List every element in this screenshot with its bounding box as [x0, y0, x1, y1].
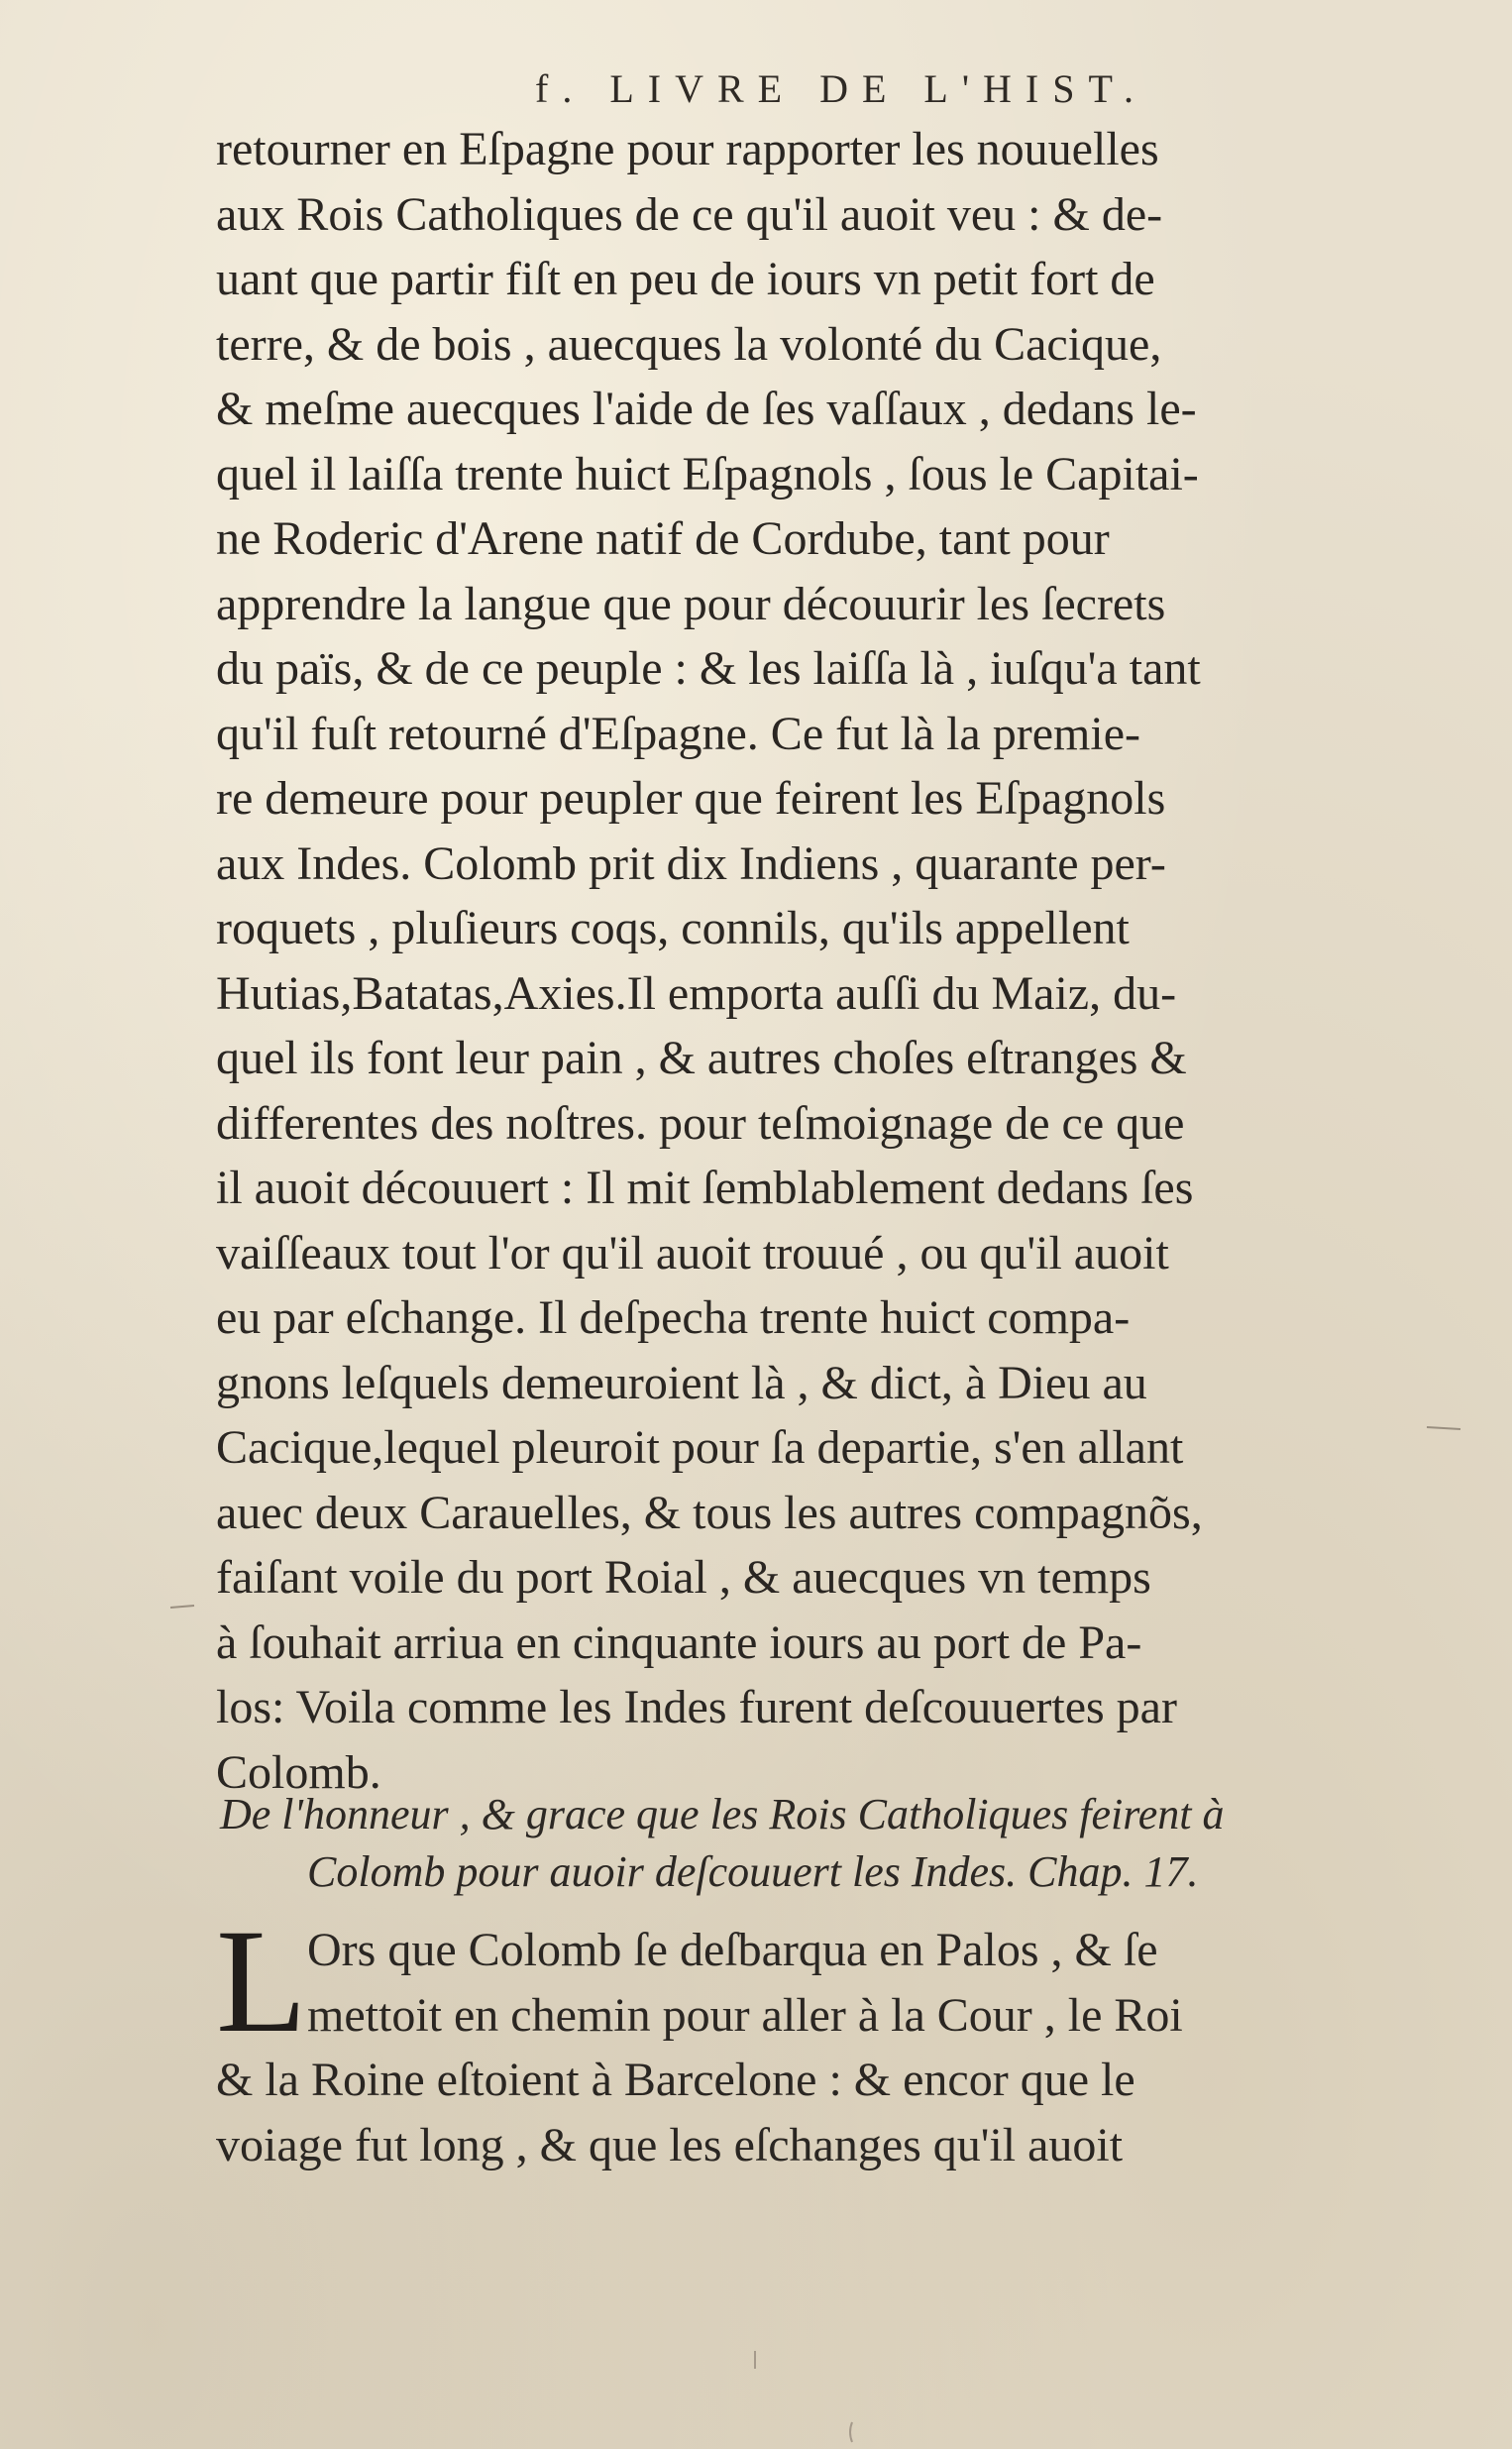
- text-line: quel il laiſſa trente huict Eſpagnols , ſous le Capitai-: [216, 447, 1199, 501]
- text-line: Hutias,Batatas,Axies.Il emporta auſſi du Maiz, du-: [216, 966, 1177, 1020]
- text-line: gnons leſquels demeuroient là , & dict, à Dieu au: [216, 1356, 1147, 1409]
- text-line: retourner en Eſpagne pour rapporter les nouuelles: [216, 123, 1159, 175]
- margin-stroke-icon: [168, 1598, 198, 1617]
- text-line: & la Roine eſtoient à Barcelone : & encor que le: [216, 2054, 1135, 2106]
- text-line: roquets , pluſieurs coqs, connils, qu'ils appellent: [216, 902, 1130, 954]
- margin-stroke-icon: [1425, 1417, 1464, 1437]
- body-text: [216, 117, 1445, 1805]
- running-head: f. LIVRE DE L'HIST.: [535, 66, 1147, 111]
- text-line: à ſouhait arriua en cinquante iours au port de Pa-: [216, 1615, 1142, 1669]
- text-line: apprendre la langue que pour découurir les ſecrets: [216, 577, 1166, 630]
- text-line: du païs, & de ce peuple : & les laiſſa là , iuſqu'a tant: [216, 642, 1201, 695]
- ink-mark-icon: [745, 2349, 765, 2379]
- text-line: ne Roderic d'Arene natif de Cordube, tant pour: [216, 512, 1110, 565]
- text-line: los: Voila comme les Indes furent deſcouuertes par: [216, 1681, 1177, 1733]
- ink-mark-icon: [842, 2418, 862, 2446]
- text-line: eu par eſchange. Il deſpecha trente huict compa-: [216, 1291, 1131, 1344]
- drop-cap: L: [216, 1899, 307, 2063]
- chapter-heading-line: De l'honneur , & grace que les Rois Catholiques feirent à: [220, 1790, 1225, 1838]
- text-line: aux Rois Catholiques de ce qu'il auoit veu : & de-: [216, 187, 1163, 241]
- text-line: differentes des noſtres. pour teſmoignage de ce que: [216, 1096, 1185, 1150]
- text-line: Colomb.: [216, 1745, 381, 1799]
- text-line: il auoit découuert : Il mit ſemblablement dedans ſes: [216, 1162, 1194, 1214]
- text-line: & meſme auecques l'aide de ſes vaſſaux , dedans le-: [216, 383, 1197, 435]
- text-line: aux Indes. Colomb prit dix Indiens , quarante per-: [216, 836, 1166, 890]
- text-line: auec deux Carauelles, & tous les autres compagnõs,: [216, 1486, 1203, 1539]
- text-line: qu'il fuſt retourné d'Eſpagne. Ce fut là la premie-: [216, 707, 1140, 760]
- text-line: terre, & de bois , auecques la volonté du Cacique,: [216, 317, 1162, 371]
- text-line: faiſant voile du port Roial , & auecques vn temps: [216, 1551, 1151, 1604]
- text-line: re demeure pour peupler que feirent les Eſpagnols: [216, 772, 1166, 825]
- chapter-paragraph: [216, 1899, 1455, 2177]
- text-line: Cacique,lequel pleuroit pour ſa departie, s'en allant: [216, 1421, 1184, 1474]
- chapter-heading-line: Colomb pour auoir deſcouuert les Indes. Chap. 17.: [307, 1847, 1199, 1896]
- chapter-heading: [220, 1786, 1458, 1901]
- text-line: quel ils font leur pain , & autres choſes eſtranges &: [216, 1032, 1187, 1084]
- text-line: uant que partir fiſt en peu de iours vn petit fort de: [216, 253, 1155, 305]
- text-line: mettoit en chemin pour aller à la Cour , le Roi: [307, 1988, 1183, 2042]
- text-line: vaiſſeaux tout l'or qu'il auoit trouué , ou qu'il auoit: [216, 1226, 1169, 1280]
- text-line: Ors que Colomb ſe deſbarqua en Palos , & ſe: [307, 1924, 1158, 1976]
- text-line: voiage fut long , & que les eſchanges qu'il auoit: [216, 2118, 1124, 2171]
